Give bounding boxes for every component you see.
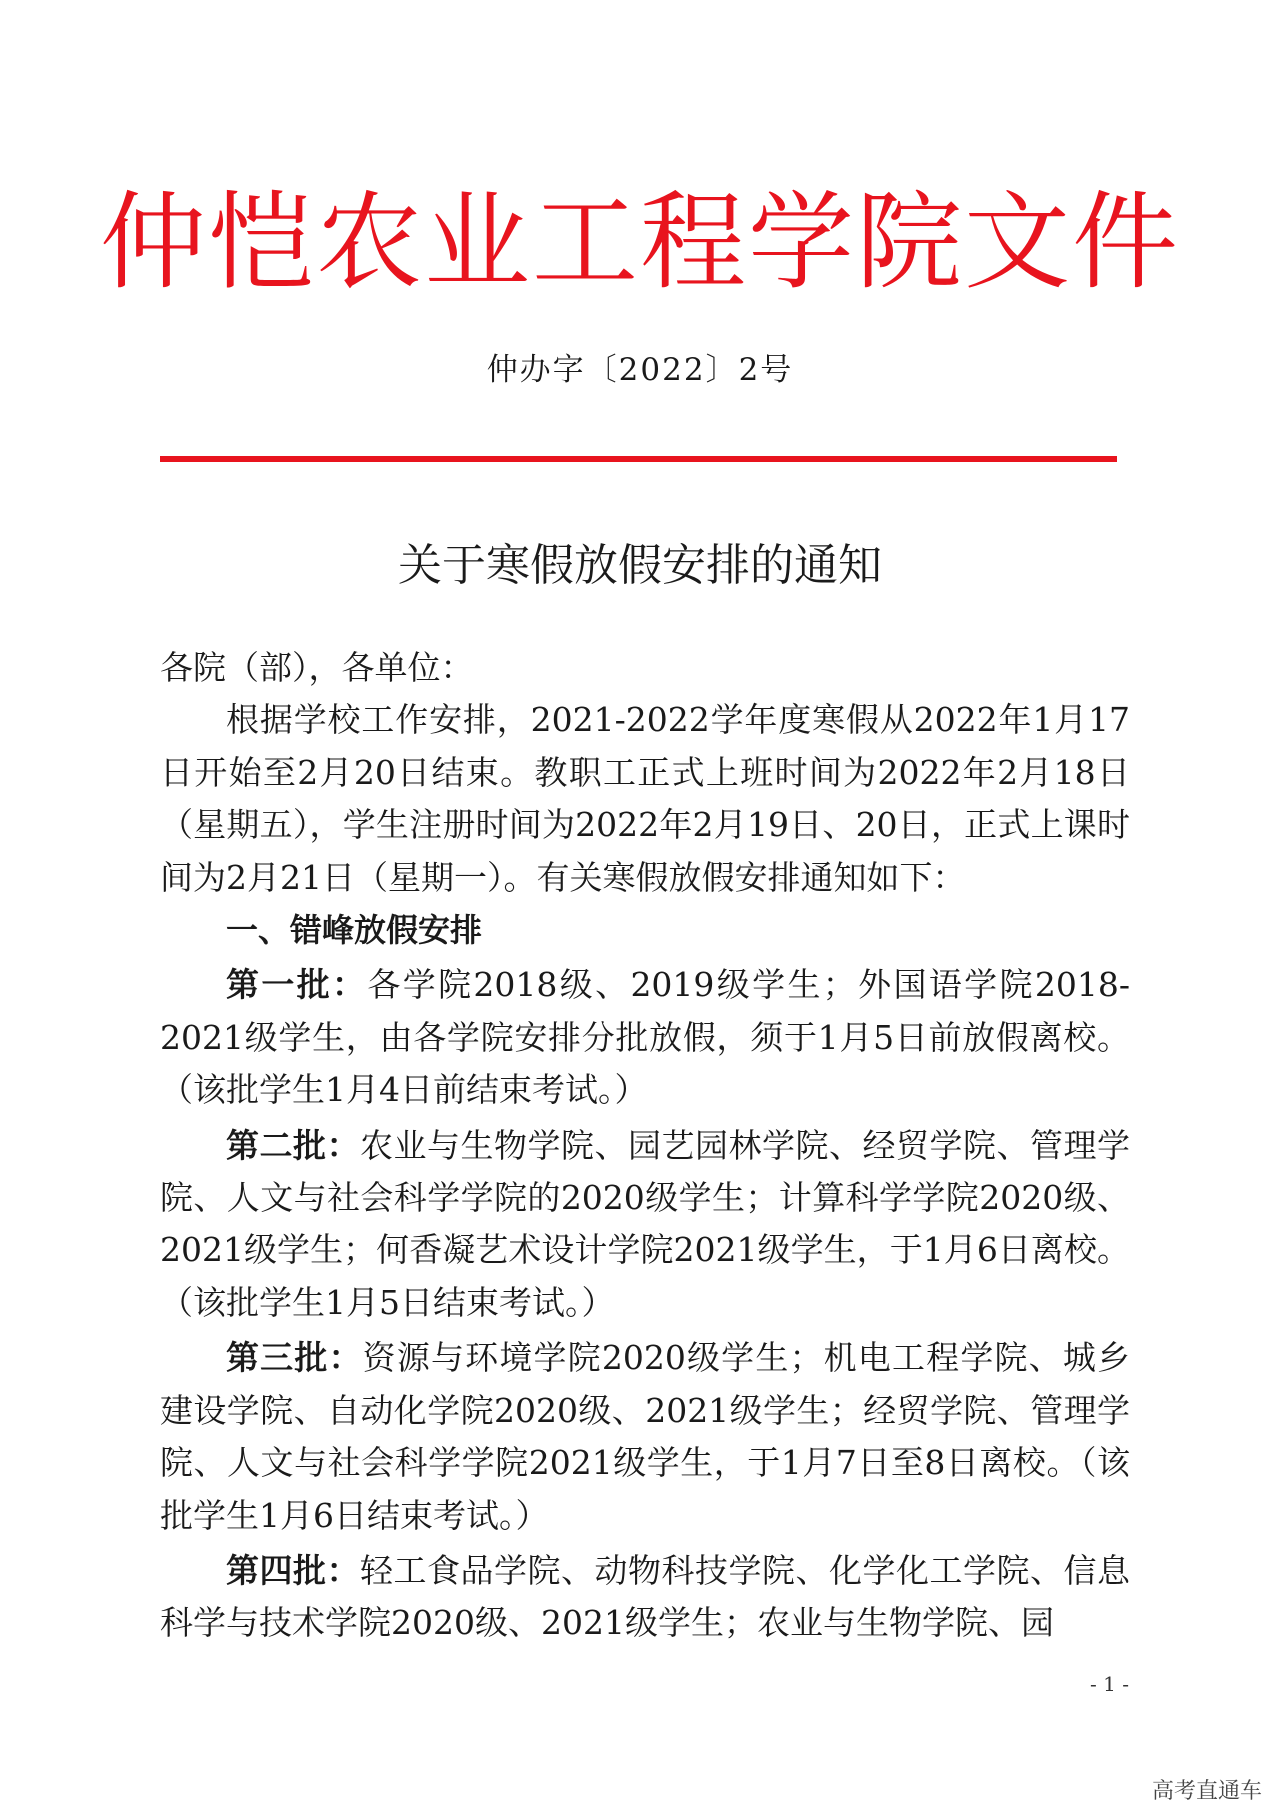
batch-paragraph <box>160 959 1130 1116</box>
batch-paragraph <box>160 1120 1130 1330</box>
batch-text: 轻工食品学院、动物科技学院、化学化工学院、信息科学与技术学院2020级、2021级学生；农业与生物学院、园 <box>160 1550 1130 1643</box>
batch-label: 第四批： <box>226 1550 360 1590</box>
intro-paragraph: 根据学校工作安排，2021-2022学年度寒假从2022年1月17日开始至2月20日结束。教职工正式上班时间为2022年2月18日（星期五），学生注册时间为2022年2月19日、20日，正式上课时间为2月21日（星期一）。有关寒假放假安排通知如下： <box>160 700 1130 897</box>
salutation: 各院（部），各单位： <box>160 648 474 687</box>
batch-text: 资源与环境学院2020级学生；机电工程学院、城乡建设学院、自动化学院2020级、2021级学生；经贸学院、管理学院、人文与社会科学学院2021级学生，于1月7日至8日离校。（该批学生1月6日结束考试。） <box>160 1338 1131 1535</box>
page-number: - 1 - <box>1090 1672 1129 1696</box>
batch-label: 第一批： <box>226 965 368 1005</box>
batch-paragraph <box>160 1545 1130 1650</box>
batch-text: 农业与生物学院、园艺园林学院、经贸学院、管理学院、人文与社会科学学院的2020级学生；计算科学学院2020级、2021级学生；何香凝艺术设计学院2021级学生，于1月6日离校。（该批学生1月5日结束考试。） <box>160 1125 1130 1322</box>
red-separator-line <box>160 456 1117 462</box>
batch-text: 各学院2018级、2019级学生；外国语学院2018-2021级学生，由各学院安排分批放假，须于1月5日前放假离校。（该批学生1月4日前结束考试。） <box>160 965 1131 1110</box>
batch-label: 第二批： <box>226 1125 360 1165</box>
batch-paragraph <box>160 1332 1130 1542</box>
batch-label: 第三批： <box>226 1338 363 1378</box>
section-heading: 一、错峰放假安排 <box>226 911 483 950</box>
org-document-title: 仲恺农业工程学院文件 <box>100 181 1180 304</box>
watermark-text: 高考直通车 <box>1152 1779 1263 1804</box>
notice-body <box>160 642 1130 1650</box>
document-number: 仲办字〔2022〕2号 <box>486 352 794 388</box>
notice-title: 关于寒假放假安排的通知 <box>398 540 882 591</box>
